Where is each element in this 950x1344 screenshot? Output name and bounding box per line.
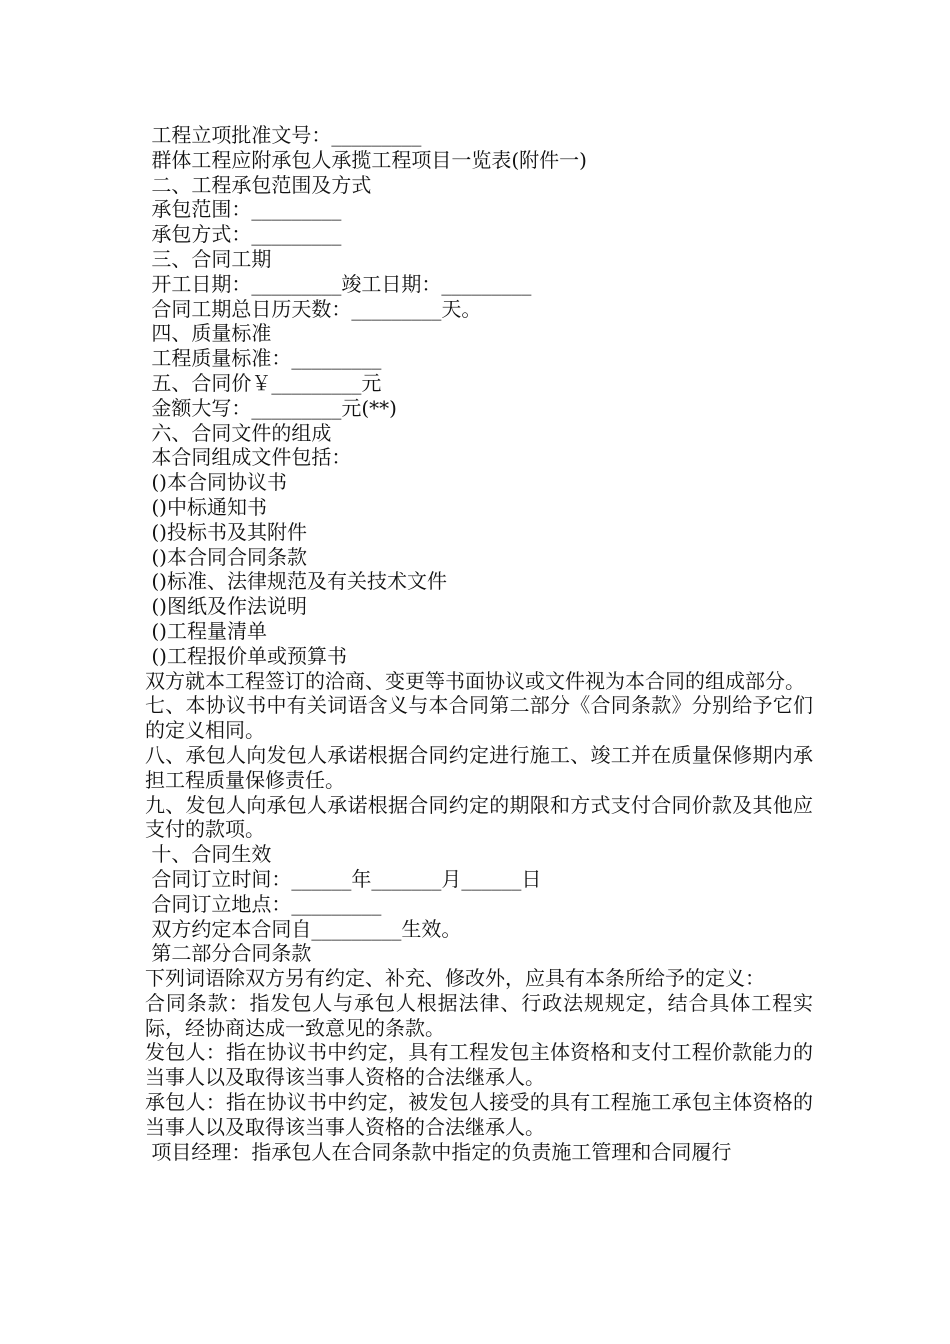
- part-two-heading: 第二部分合同条款: [145, 941, 312, 966]
- section-eight-paragraph: 八、承包人向发包人承诺根据合同约定进行施工、竣工并在质量保修期内承担工程质量保修责任。: [145, 742, 813, 792]
- annex-one-note-line: 群体工程应附承包人承揽工程项目一览表(附件一): [145, 147, 587, 172]
- section-ten-heading: 十、合同生效: [145, 842, 272, 867]
- method-line: 承包方式：_________: [145, 222, 342, 247]
- signing-place-line: 合同订立地点：_________: [145, 891, 382, 916]
- document-body: [145, 123, 813, 1164]
- document-list-item: ()本合同协议书: [145, 470, 287, 495]
- definition-contractor: 承包人：指在协议书中约定，被发包人接受的具有工程施工承包主体资格的当事人以及取得该当事人资格的合法继承人。: [145, 1090, 813, 1139]
- definition-project-manager-line: 项目经理：指承包人在合同条款中指定的负责施工管理和合同履行: [145, 1139, 732, 1164]
- section-four-heading: 四、质量标准: [145, 321, 272, 346]
- project-approval-number-line: 工程立项批准文号：_________: [145, 123, 422, 147]
- effective-date-line: 双方约定本合同自_________生效。: [145, 916, 462, 941]
- section-two-heading: 二、工程承包范围及方式: [145, 172, 372, 197]
- document-list-item: ()图纸及作法说明: [145, 594, 307, 619]
- section-six-heading: 六、合同文件的组成: [145, 420, 332, 445]
- contract-price-line: 五、合同价￥_________元: [145, 370, 382, 395]
- amount-in-words-line: 金额大写：_________元(**): [145, 395, 397, 420]
- documents-intro-line: 本合同组成文件包括：: [145, 445, 352, 470]
- scope-line: 承包范围：_________: [145, 197, 342, 222]
- section-three-heading: 三、合同工期: [145, 246, 272, 271]
- section-seven-paragraph: 七、本协议书中有关词语含义与本合同第二部分《合同条款》分别给予它们的定义相同。: [145, 693, 813, 743]
- document-list-item: ()中标通知书: [145, 494, 267, 519]
- amendments-paragraph: 双方就本工程签订的洽商、变更等书面协议或文件视为本合同的组成部分。: [145, 668, 805, 693]
- document-list-item: ()本合同合同条款: [145, 544, 307, 569]
- document-list-item: ()投标书及其附件: [145, 519, 307, 544]
- document-list-item: ()标准、法律规范及有关技术文件: [145, 569, 447, 594]
- quality-standard-line: 工程质量标准：_________: [145, 346, 382, 371]
- document-list-item: ()工程量清单: [145, 618, 267, 643]
- signing-date-line: 合同订立时间：______年_______月______日: [145, 866, 542, 891]
- document-list-item: ()工程报价单或预算书: [145, 643, 347, 668]
- section-nine-paragraph: 九、发包人向承包人承诺根据合同约定的期限和方式支付合同价款及其他应支付的款项。: [145, 792, 813, 842]
- definition-contract-terms: 合同条款：指发包人与承包人根据法律、行政法规规定，结合具体工程实际，经协商达成一致意见的条款。: [145, 990, 813, 1040]
- definition-employer: 发包人：指在协议书中约定，具有工程发包主体资格和支付工程价款能力的当事人以及取得该当事人资格的合法继承人。: [145, 1040, 813, 1090]
- definitions-intro-paragraph: 下列词语除双方另有约定、补充、修改外，应具有本条所给予的定义：: [145, 966, 765, 991]
- start-completion-date-line: 开工日期：_________竣工日期：_________: [145, 271, 532, 296]
- total-days-line: 合同工期总日历天数：_________天。: [145, 296, 482, 321]
